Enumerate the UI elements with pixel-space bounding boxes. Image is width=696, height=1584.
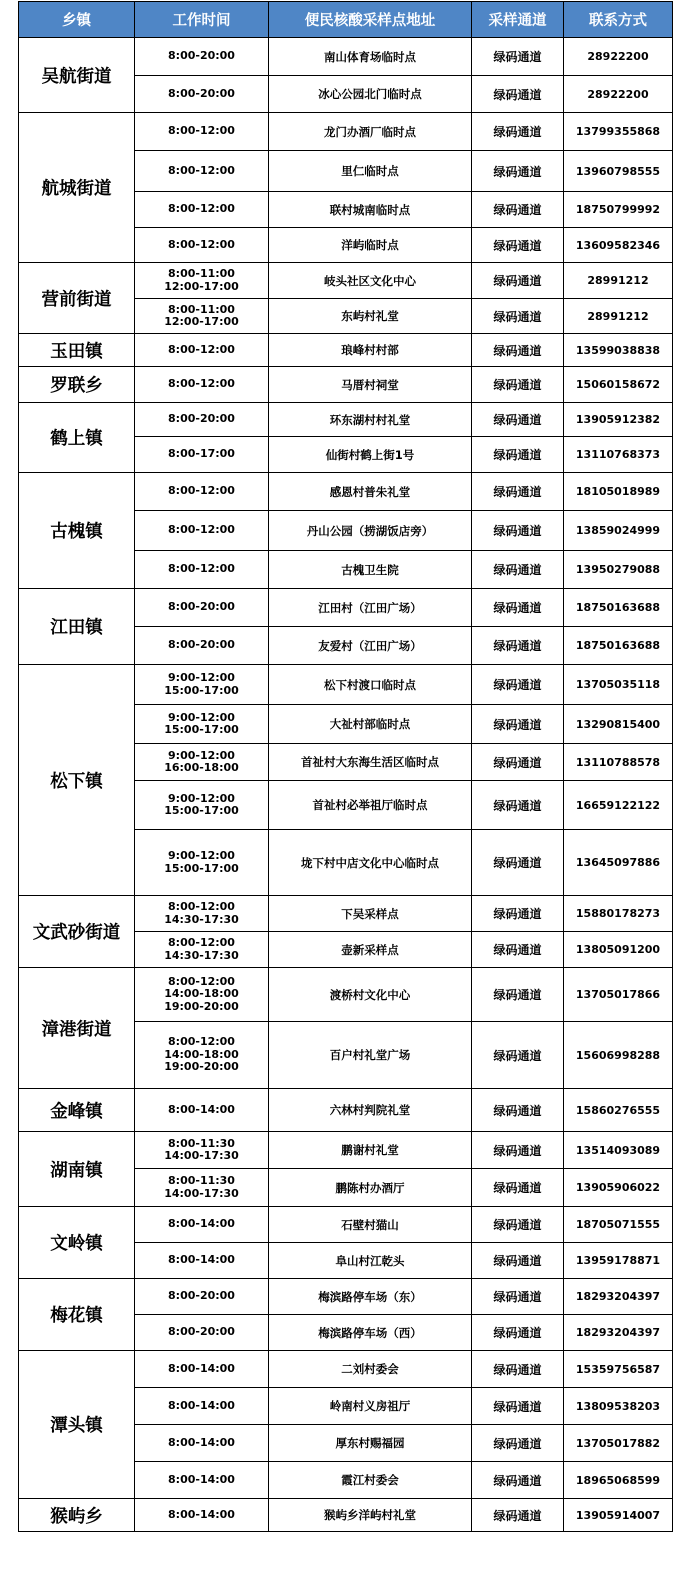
channel-cell: 绿码通道: [472, 1243, 564, 1279]
contact-phone-cell: 28991212: [564, 263, 673, 299]
table-row: [19, 665, 673, 705]
site-address-cell: 仙街村鹤上街1号: [269, 437, 472, 473]
channel-cell: 绿码通道: [472, 627, 564, 665]
work-hours-cell: [135, 896, 269, 932]
contact-phone-cell: 28922200: [564, 38, 673, 76]
site-address-cell: 壶新采样点: [269, 932, 472, 968]
table-row: [19, 38, 673, 76]
site-address-cell: 岭南村义房祖厅: [269, 1388, 472, 1425]
channel-cell: 绿码通道: [472, 1207, 564, 1243]
table-row: [19, 1207, 673, 1243]
site-address-cell: 厚东村赐福园: [269, 1425, 472, 1462]
contact-phone-cell: 18293204397: [564, 1315, 673, 1351]
work-hours-cell: [135, 511, 269, 551]
site-address-cell: 首祉村必举祖厅临时点: [269, 781, 472, 830]
work-hours-line: 8:00-12:00: [168, 900, 235, 913]
work-hours-line: 8:00-20:00: [168, 412, 235, 426]
contact-phone-cell: 13705035118: [564, 665, 673, 705]
work-hours-line: 8:00-12:00: [168, 377, 235, 391]
channel-cell: 绿码通道: [472, 744, 564, 781]
contact-phone-cell: 13110768373: [564, 437, 673, 473]
table-row: [19, 1499, 673, 1532]
channel-cell: 绿码通道: [472, 263, 564, 299]
work-hours-cell: [135, 1169, 269, 1207]
site-address-cell: 鹏陈村办酒厅: [269, 1169, 472, 1207]
work-hours-cell: [135, 1462, 269, 1499]
town-cell: 文岭镇: [19, 1207, 135, 1279]
town-cell: 漳港街道: [19, 968, 135, 1089]
contact-phone-cell: 18965068599: [564, 1462, 673, 1499]
contact-phone-cell: 13609582346: [564, 228, 673, 263]
town-cell: 湖南镇: [19, 1132, 135, 1207]
table-row: [19, 263, 673, 299]
channel-cell: 绿码通道: [472, 705, 564, 744]
work-hours-cell: [135, 151, 269, 192]
work-hours-line: 14:00-18:00: [164, 1047, 239, 1061]
site-address-cell: 联村城南临时点: [269, 192, 472, 228]
contact-phone-cell: 13960798555: [564, 151, 673, 192]
channel-cell: 绿码通道: [472, 367, 564, 403]
town-cell: 罗联乡: [19, 367, 135, 403]
channel-cell: 绿码通道: [472, 968, 564, 1022]
site-address-cell: 冰心公园北门临时点: [269, 76, 472, 113]
table-row: [19, 1279, 673, 1315]
town-cell: 潭头镇: [19, 1351, 135, 1499]
site-address-cell: 垅下村中店文化中心临时点: [269, 830, 472, 896]
table-row: [19, 367, 673, 403]
contact-phone-cell: 13645097886: [564, 830, 673, 896]
contact-phone-cell: 13110788578: [564, 744, 673, 781]
work-hours-line: 8:00-12:00: [168, 523, 235, 537]
site-address-cell: 马厝村祠堂: [269, 367, 472, 403]
contact-phone-cell: 15860276555: [564, 1089, 673, 1132]
contact-phone-cell: 13805091200: [564, 932, 673, 968]
work-hours-line: 8:00-12:00: [168, 562, 235, 576]
table-row: [19, 896, 673, 932]
work-hours-line: 8:00-14:00: [168, 1398, 235, 1412]
contact-phone-cell: 18750799992: [564, 192, 673, 228]
channel-cell: 绿码通道: [472, 1169, 564, 1207]
work-hours-cell: [135, 263, 269, 299]
site-address-cell: 二刘村委会: [269, 1351, 472, 1388]
work-hours-cell: [135, 1207, 269, 1243]
channel-cell: 绿码通道: [472, 589, 564, 627]
town-cell: 文武砂街道: [19, 896, 135, 968]
work-hours-line: 14:00-17:30: [164, 1149, 239, 1162]
work-hours-line: 8:00-20:00: [168, 86, 235, 100]
work-hours-line: 15:00-17:00: [164, 804, 239, 817]
work-hours-cell: [135, 113, 269, 151]
table-row: [19, 473, 673, 511]
channel-cell: 绿码通道: [472, 228, 564, 263]
site-address-cell: 丹山公园（捞湖饭店旁）: [269, 511, 472, 551]
work-hours-line: 8:00-20:00: [168, 638, 235, 652]
work-hours-cell: [135, 403, 269, 437]
work-hours-cell: [135, 334, 269, 367]
site-address-cell: 岐头社区文化中心: [269, 263, 472, 299]
channel-cell: 绿码通道: [472, 1388, 564, 1425]
work-hours-line: 14:30-17:30: [164, 948, 239, 962]
channel-cell: 绿码通道: [472, 1499, 564, 1532]
site-address-cell: 下吴采样点: [269, 896, 472, 932]
work-hours-cell: [135, 367, 269, 403]
work-hours-line: 8:00-12:00: [168, 342, 235, 356]
contact-phone-cell: 15060158672: [564, 367, 673, 403]
site-address-cell: 鹏谢村礼堂: [269, 1132, 472, 1169]
contact-phone-cell: 18750163688: [564, 627, 673, 665]
site-address-cell: 梅滨路停车场（西）: [269, 1315, 472, 1351]
work-hours-line: 8:00-14:00: [168, 1507, 235, 1521]
channel-cell: 绿码通道: [472, 437, 564, 473]
work-hours-line: 8:00-20:00: [168, 49, 235, 63]
work-hours-line: 8:00-11:00: [168, 267, 235, 280]
table-row: [19, 1351, 673, 1388]
channel-cell: 绿码通道: [472, 403, 564, 437]
site-address-cell: 梅滨路停车场（东）: [269, 1279, 472, 1315]
work-hours-line: 8:00-14:00: [168, 1472, 235, 1486]
site-address-cell: 六林村判院礼堂: [269, 1089, 472, 1132]
contact-phone-cell: 13290815400: [564, 705, 673, 744]
work-hours-cell: [135, 1388, 269, 1425]
channel-cell: 绿码通道: [472, 113, 564, 151]
channel-cell: 绿码通道: [472, 151, 564, 192]
contact-phone-cell: 13959178871: [564, 1243, 673, 1279]
channel-cell: 绿码通道: [472, 1132, 564, 1169]
work-hours-cell: [135, 744, 269, 781]
sampling-sites-table: [18, 1, 673, 1532]
work-hours-cell: [135, 76, 269, 113]
site-address-cell: 渡桥村文化中心: [269, 968, 472, 1022]
channel-cell: 绿码通道: [472, 1462, 564, 1499]
work-hours-line: 12:00-17:00: [164, 315, 239, 328]
contact-phone-cell: 15606998288: [564, 1022, 673, 1089]
site-address-cell: 松下村渡口临时点: [269, 665, 472, 705]
work-hours-line: 9:00-12:00: [168, 710, 235, 724]
work-hours-cell: [135, 1425, 269, 1462]
work-hours-line: 19:00-20:00: [164, 999, 239, 1013]
work-hours-line: 15:00-17:00: [164, 861, 239, 875]
site-address-cell: 友爱村（江田广场）: [269, 627, 472, 665]
work-hours-cell: [135, 1315, 269, 1351]
contact-phone-cell: 18105018989: [564, 473, 673, 511]
channel-cell: 绿码通道: [472, 1315, 564, 1351]
contact-phone-cell: 13705017866: [564, 968, 673, 1022]
site-address-cell: 霞江村委会: [269, 1462, 472, 1499]
contact-phone-cell: 13809538203: [564, 1388, 673, 1425]
work-hours-cell: [135, 1499, 269, 1532]
channel-cell: 绿码通道: [472, 1425, 564, 1462]
work-hours-line: 8:00-12:00: [168, 484, 235, 498]
site-address-cell: 首祉村大东海生活区临时点: [269, 744, 472, 781]
town-cell: 江田镇: [19, 589, 135, 665]
site-address-cell: 南山体育场临时点: [269, 38, 472, 76]
contact-phone-cell: 13599038838: [564, 334, 673, 367]
table-row: [19, 1089, 673, 1132]
table-row: [19, 113, 673, 151]
town-cell: 松下镇: [19, 665, 135, 896]
work-hours-cell: [135, 968, 269, 1022]
channel-cell: 绿码通道: [472, 781, 564, 830]
work-hours-line: 9:00-12:00: [168, 849, 235, 862]
sampling-sites-sheet: [18, 1, 672, 1532]
channel-cell: 绿码通道: [472, 1351, 564, 1388]
work-hours-line: 15:00-17:00: [164, 723, 239, 736]
contact-phone-cell: 18750163688: [564, 589, 673, 627]
work-hours-cell: [135, 932, 269, 968]
site-address-cell: 猴屿乡洋屿村礼堂: [269, 1499, 472, 1532]
work-hours-cell: [135, 551, 269, 589]
channel-cell: 绿码通道: [472, 192, 564, 228]
town-cell: 古槐镇: [19, 473, 135, 589]
channel-cell: 绿码通道: [472, 511, 564, 551]
channel-cell: 绿码通道: [472, 38, 564, 76]
work-hours-line: 9:00-12:00: [168, 748, 235, 762]
work-hours-line: 15:00-17:00: [164, 683, 239, 697]
work-hours-line: 9:00-12:00: [168, 791, 235, 805]
table-row: [19, 403, 673, 437]
work-hours-line: 8:00-14:00: [168, 1361, 235, 1375]
site-address-cell: 洋屿临时点: [269, 228, 472, 263]
work-hours-line: 8:00-12:00: [168, 237, 235, 251]
contact-phone-cell: 15359756587: [564, 1351, 673, 1388]
site-address-cell: 里仁临时点: [269, 151, 472, 192]
channel-cell: 绿码通道: [472, 334, 564, 367]
work-hours-line: 14:00-18:00: [164, 987, 239, 1001]
channel-cell: 绿码通道: [472, 1022, 564, 1089]
work-hours-line: 8:00-17:00: [168, 447, 235, 461]
work-hours-cell: [135, 781, 269, 830]
town-cell: 鹤上镇: [19, 403, 135, 473]
work-hours-line: 8:00-14:00: [168, 1102, 235, 1116]
site-address-cell: 琅峰村村部: [269, 334, 472, 367]
channel-cell: 绿码通道: [472, 551, 564, 589]
contact-phone-cell: 16659122122: [564, 781, 673, 830]
work-hours-line: 8:00-20:00: [168, 1325, 235, 1339]
header-town: 乡镇: [19, 2, 135, 38]
work-hours-cell: [135, 589, 269, 627]
table-row: [19, 968, 673, 1022]
town-cell: 猴屿乡: [19, 1499, 135, 1532]
work-hours-line: 14:00-17:30: [164, 1186, 239, 1200]
contact-phone-cell: 13905914007: [564, 1499, 673, 1532]
site-address-cell: 江田村（江田广场）: [269, 589, 472, 627]
channel-cell: 绿码通道: [472, 473, 564, 511]
town-cell: 金峰镇: [19, 1089, 135, 1132]
work-hours-cell: [135, 473, 269, 511]
site-address-cell: 石壁村猫山: [269, 1207, 472, 1243]
site-address-cell: 古槐卫生院: [269, 551, 472, 589]
table-row: [19, 589, 673, 627]
channel-cell: 绿码通道: [472, 932, 564, 968]
contact-phone-cell: 28922200: [564, 76, 673, 113]
channel-cell: 绿码通道: [472, 1089, 564, 1132]
town-cell: 航城街道: [19, 113, 135, 263]
table-row: [19, 1132, 673, 1169]
town-cell: 玉田镇: [19, 334, 135, 367]
work-hours-line: 8:00-11:30: [168, 1174, 235, 1187]
work-hours-line: 12:00-17:00: [164, 279, 239, 293]
channel-cell: 绿码通道: [472, 830, 564, 896]
work-hours-line: 8:00-20:00: [168, 600, 235, 614]
work-hours-line: 8:00-12:00: [168, 163, 235, 177]
work-hours-cell: [135, 627, 269, 665]
work-hours-line: 9:00-12:00: [168, 671, 235, 684]
site-address-cell: 阜山村江乾头: [269, 1243, 472, 1279]
work-hours-line: 8:00-14:00: [168, 1217, 235, 1231]
site-address-cell: 大祉村部临时点: [269, 705, 472, 744]
work-hours-cell: [135, 830, 269, 896]
work-hours-line: 19:00-20:00: [164, 1060, 239, 1074]
work-hours-cell: [135, 1351, 269, 1388]
site-address-cell: 感恩村普朱礼堂: [269, 473, 472, 511]
work-hours-line: 8:00-12:00: [168, 974, 235, 988]
work-hours-cell: [135, 665, 269, 705]
work-hours-cell: [135, 299, 269, 334]
work-hours-line: 8:00-12:00: [168, 124, 235, 138]
work-hours-cell: [135, 1279, 269, 1315]
contact-phone-cell: 13905912382: [564, 403, 673, 437]
work-hours-cell: [135, 1243, 269, 1279]
site-address-cell: 东屿村礼堂: [269, 299, 472, 334]
header-contact: 联系方式: [564, 2, 673, 38]
channel-cell: 绿码通道: [472, 1279, 564, 1315]
work-hours-line: 8:00-14:00: [168, 1253, 235, 1267]
table-row: [19, 334, 673, 367]
site-address-cell: 龙门办酒厂临时点: [269, 113, 472, 151]
site-address-cell: 百户村礼堂广场: [269, 1022, 472, 1089]
contact-phone-cell: 13705017882: [564, 1425, 673, 1462]
town-cell: 梅花镇: [19, 1279, 135, 1351]
contact-phone-cell: 15880178273: [564, 896, 673, 932]
work-hours-cell: [135, 705, 269, 744]
header-work-hours: 工作时间: [135, 2, 269, 38]
header-channel: 采样通道: [472, 2, 564, 38]
town-cell: 营前街道: [19, 263, 135, 334]
header-site-address: 便民核酸采样点地址: [269, 2, 472, 38]
channel-cell: 绿码通道: [472, 299, 564, 334]
work-hours-line: 14:30-17:30: [164, 912, 239, 926]
work-hours-line: 8:00-11:30: [168, 1136, 235, 1150]
channel-cell: 绿码通道: [472, 896, 564, 932]
channel-cell: 绿码通道: [472, 76, 564, 113]
work-hours-cell: [135, 437, 269, 473]
work-hours-line: 16:00-18:00: [164, 761, 239, 774]
contact-phone-cell: 13514093089: [564, 1132, 673, 1169]
contact-phone-cell: 18705071555: [564, 1207, 673, 1243]
town-cell: 吴航街道: [19, 38, 135, 113]
work-hours-line: 8:00-12:00: [168, 202, 235, 216]
contact-phone-cell: 28991212: [564, 299, 673, 334]
work-hours-cell: [135, 38, 269, 76]
work-hours-line: 8:00-12:00: [168, 936, 235, 949]
work-hours-line: 8:00-14:00: [168, 1435, 235, 1449]
work-hours-line: 8:00-20:00: [168, 1289, 235, 1303]
work-hours-line: 8:00-12:00: [168, 1035, 235, 1049]
contact-phone-cell: 13799355868: [564, 113, 673, 151]
header-row: [19, 2, 673, 38]
work-hours-cell: [135, 228, 269, 263]
work-hours-cell: [135, 1132, 269, 1169]
contact-phone-cell: 13950279088: [564, 551, 673, 589]
site-address-cell: 环东湖村村礼堂: [269, 403, 472, 437]
channel-cell: 绿码通道: [472, 665, 564, 705]
contact-phone-cell: 13859024999: [564, 511, 673, 551]
contact-phone-cell: 18293204397: [564, 1279, 673, 1315]
work-hours-cell: [135, 1022, 269, 1089]
work-hours-cell: [135, 192, 269, 228]
work-hours-cell: [135, 1089, 269, 1132]
work-hours-line: 8:00-11:00: [168, 302, 235, 316]
contact-phone-cell: 13905906022: [564, 1169, 673, 1207]
